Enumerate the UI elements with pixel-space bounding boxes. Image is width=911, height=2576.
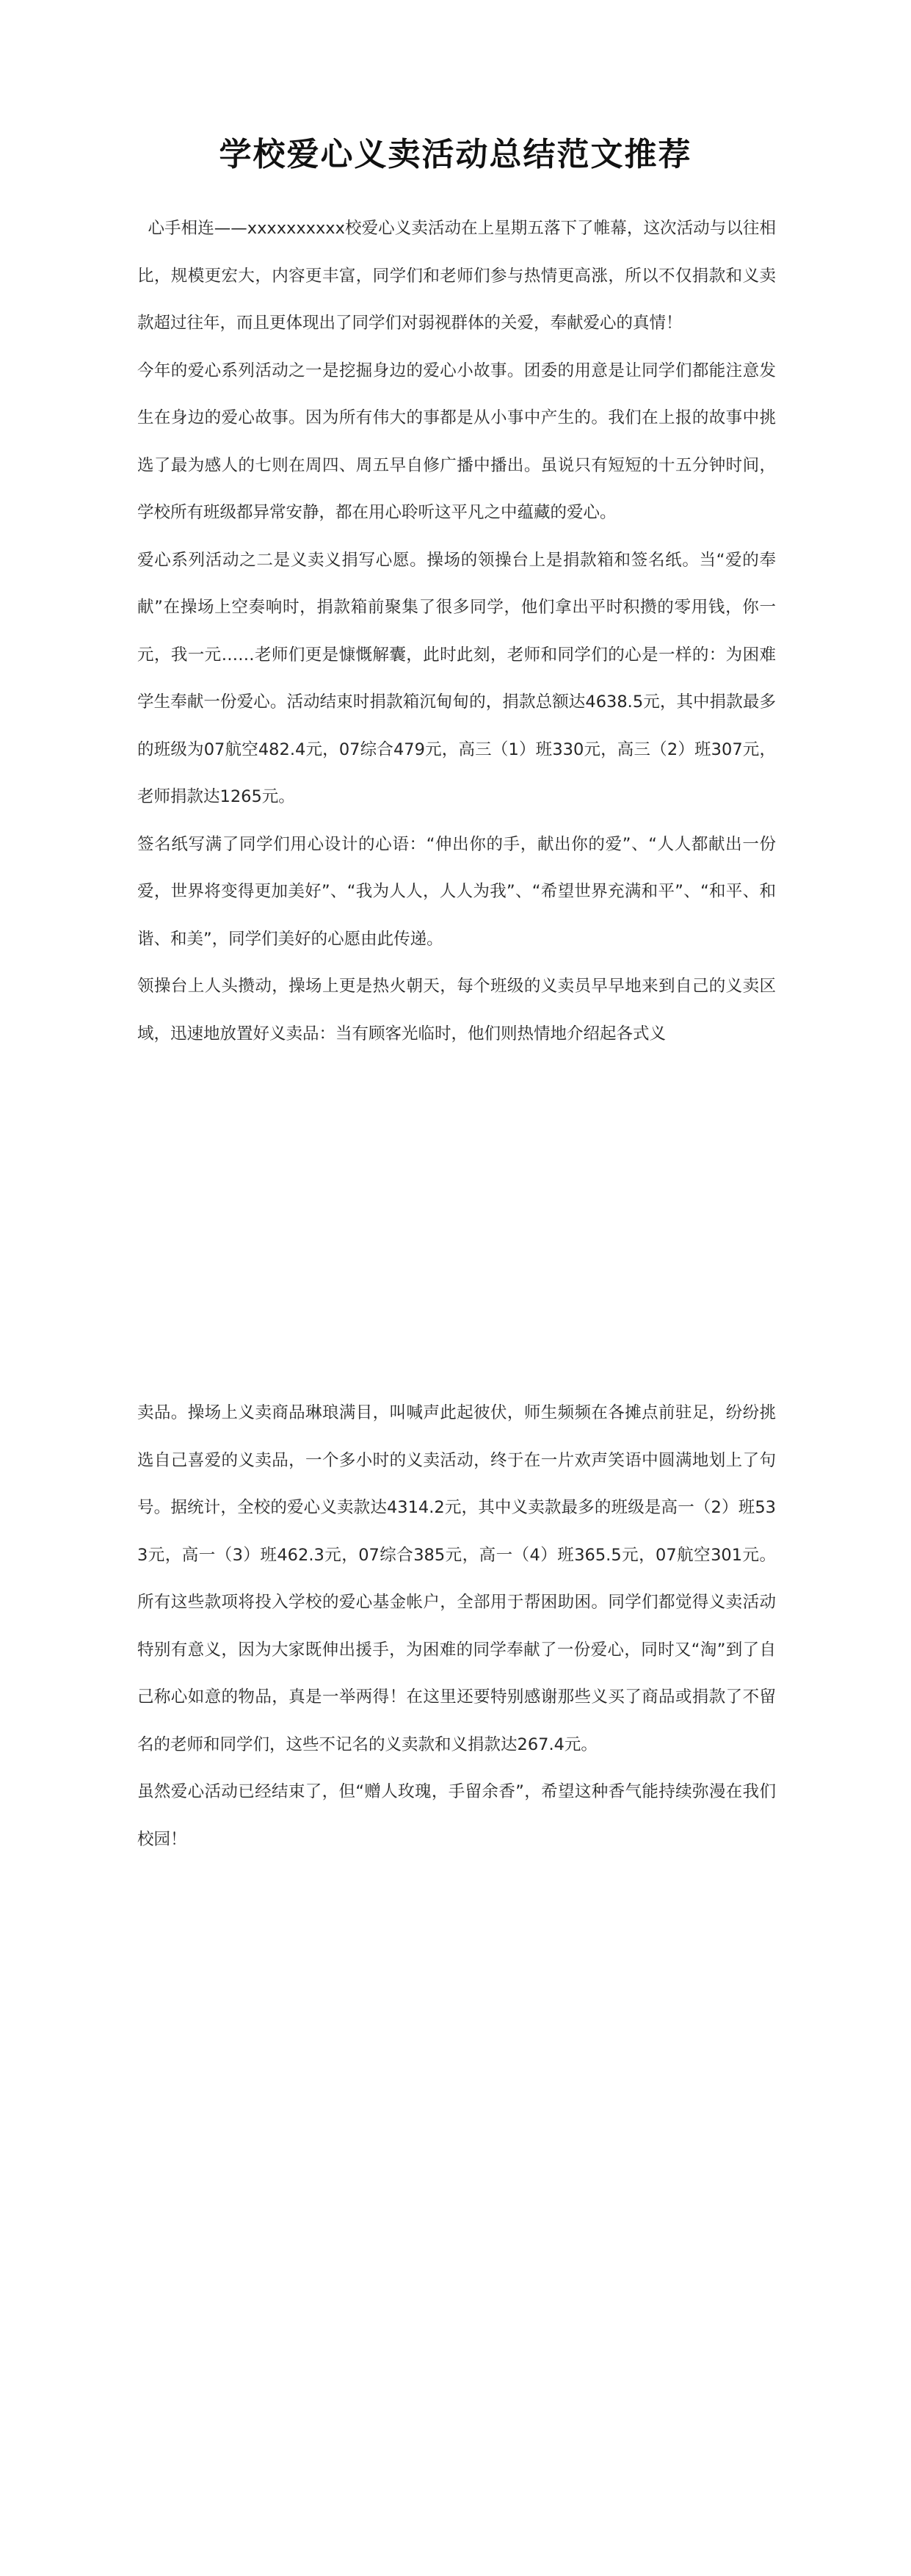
paragraph: 今年的爱心系列活动之一是挖掘身边的爱心小故事。团委的用意是让同学们都能注意发生在身边的爱心故事。因为所有伟大的事都是从小事中产生的。我们在上报的故事中挑选了最为感人的七则在周四、周五早自修广播中播出。虽说只有短短的十五分钟时间，学校所有班级都异常安静，都在用心聆听这平凡之中蕴藏的爱心。 (137, 361, 776, 522)
body-text-upper (137, 205, 776, 1057)
paragraph: 领操台上人头攒动，操场上更是热火朝天，每个班级的义卖员早早地来到自己的义卖区域，迅速地放置好义卖品：当有顾客光临时，他们则热情地介绍起各式义 (137, 977, 776, 1043)
body-text-lower (137, 1389, 776, 1863)
paragraph: 爱心系列活动之二是义卖义捐写心愿。操场的领操台上是捐款箱和签名纸。当“爱的奉献”在操场上空奏响时，捐款箱前聚集了很多同学，他们拿出平时积攒的零用钱，你一元，我一元……老师们更是慷慨解囊，此时此刻，老师和同学们的心是一样的：为困难学生奉献一份爱心。活动结束时捐款箱沉甸甸的，捐款总额达4638.5元，其中捐款最多的班级为07航空482.4元，07综合479元，高三（1）班330元，高三（2）班307元，老师捐款达1265元。 (137, 550, 776, 806)
paragraph: 卖品。操场上义卖商品琳琅满目，叫喊声此起彼伏，师生频频在各摊点前驻足，纷纷挑选自己喜爱的义卖品，一个多小时的义卖活动，终于在一片欢声笑语中圆满地划上了句号。据统计，全校的爱心义卖款达4314.2元，其中义卖款最多的班级是高一（2）班533元，高一（3）班462.3元，07综合385元，高一（4）班365.5元，07航空301元。所有这些款项将投入学校的爱心基金帐户，全部用于帮困助困。同学们都觉得义卖活动特别有意义，因为大家既伸出援手，为困难的同学奉献了一份爱心，同时又“淘”到了自己称心如意的物品，真是一举两得！在这里还要特别感谢那些义买了商品或捐款了不留名的老师和同学们，这些不记名的义卖款和义捐款达267.4元。 (137, 1403, 776, 1754)
paragraph: 虽然爱心活动已经结束了，但“赠人玫瑰，手留余香”，希望这种香气能持续弥漫在我们校园！ (137, 1782, 776, 1849)
paragraph: 心手相连——xxxxxxxxxx校爱心义卖活动在上星期五落下了帷幕，这次活动与以往相比，规模更宏大，内容更丰富，同学们和老师们参与热情更高涨，所以不仅捐款和义卖款超过往年，而且更体现出了同学们对弱视群体的关爱，奉献爱心的真情！ (137, 219, 776, 333)
paragraph: 签名纸写满了同学们用心设计的心语：“伸出你的手，献出你的爱”、“人人都献出一份爱，世界将变得更加美好”、“我为人人，人人为我”、“希望世界充满和平”、“和平、和谐、和美”，同学们美好的心愿由此传递。 (137, 834, 776, 949)
page-title: 学校爱心义卖活动总结范文推荐 (219, 136, 692, 174)
